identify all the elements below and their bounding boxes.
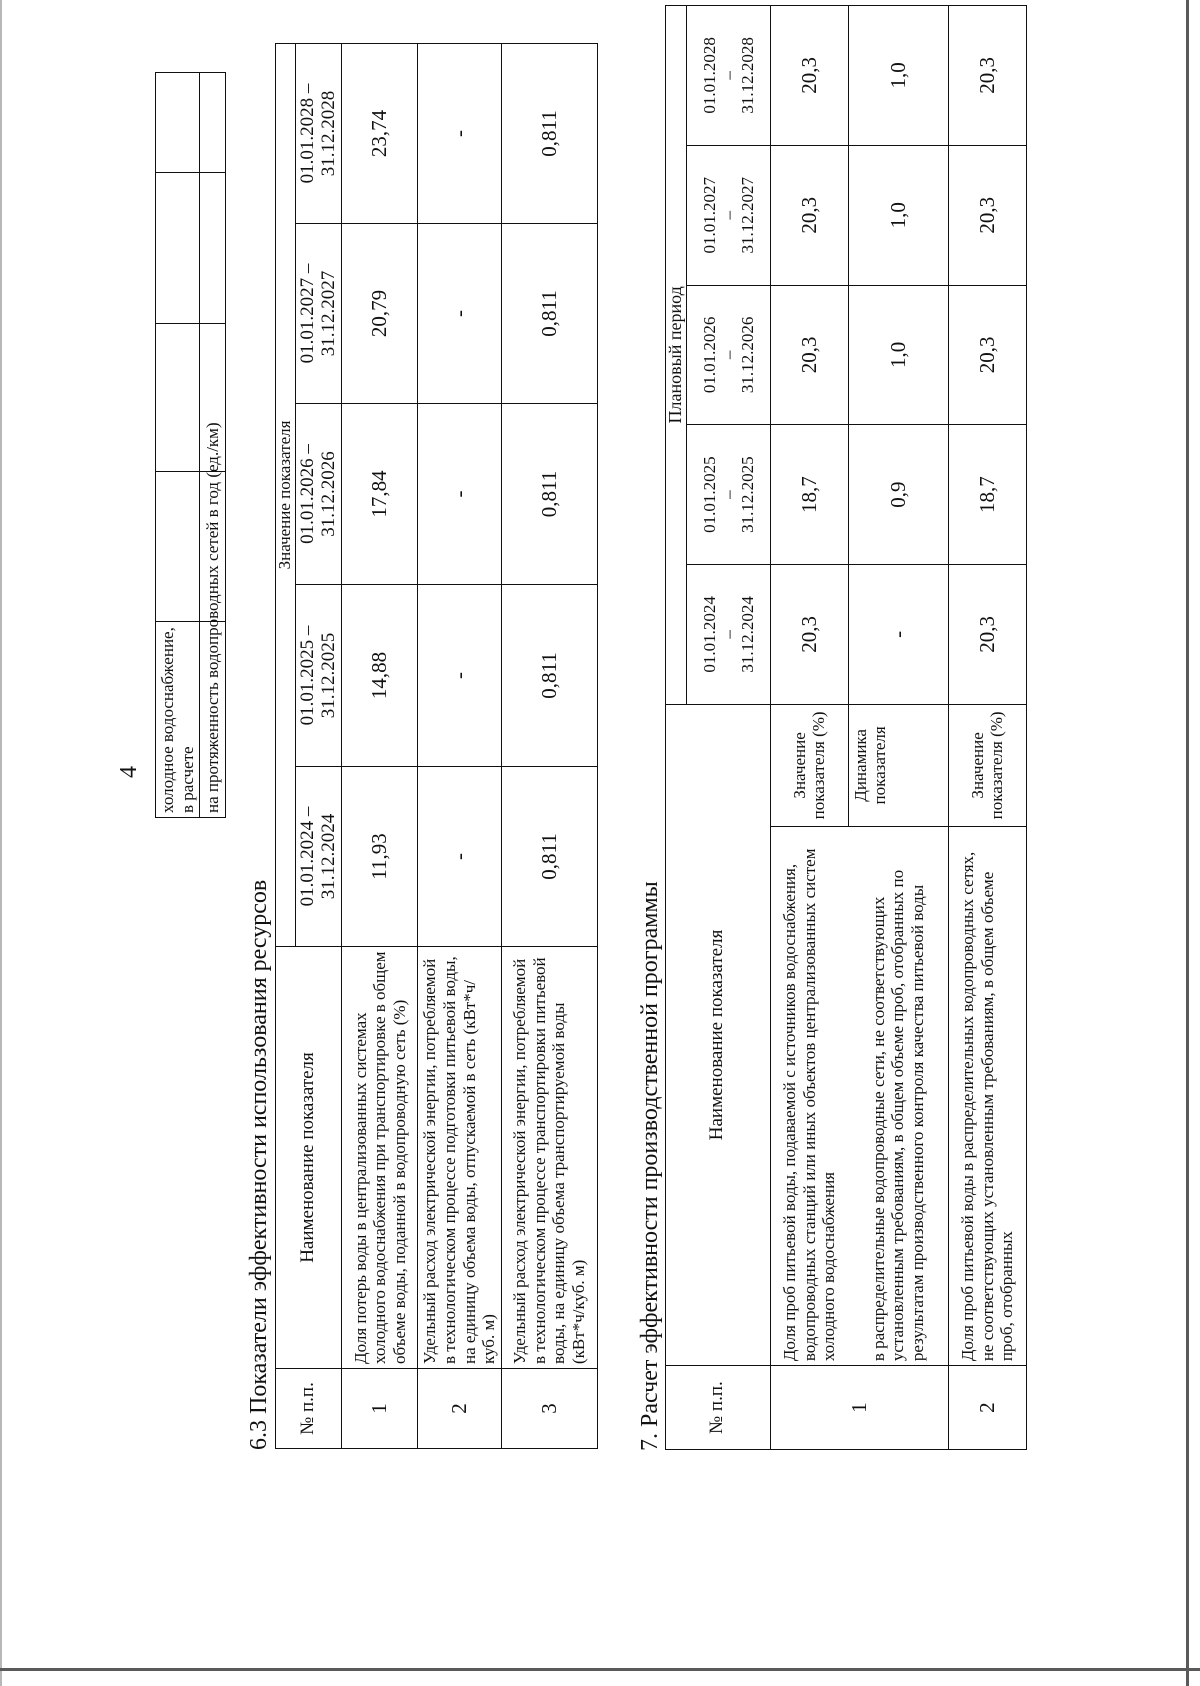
indicator-value: 0,9 xyxy=(848,425,948,565)
table-row xyxy=(848,6,948,1450)
period-dash: – xyxy=(718,630,738,639)
indicator-value: 0,811 xyxy=(501,585,597,767)
period-start: 01.01.2026 xyxy=(699,316,719,394)
indicator-value: 1,0 xyxy=(848,145,948,285)
period-header xyxy=(686,425,770,565)
indicator-value: 14,88 xyxy=(342,585,418,767)
period-end: 31.12.2026 xyxy=(737,316,757,394)
indicator-name: Доля проб питьевой воды в распределительных водопроводных сетях, не соответствующих установленным требованиям, в общем объеме проб, отобранных xyxy=(948,827,1026,1366)
indicator-value: 1,0 xyxy=(848,6,948,146)
indicator-value: - xyxy=(418,585,501,767)
top-table-cell xyxy=(156,472,200,622)
indicator-value: 20,3 xyxy=(948,145,1026,285)
col-no-header: № п.п. xyxy=(666,1366,771,1450)
indicator-subheader: Значение показателя (%) xyxy=(948,704,1026,826)
row-number: 1 xyxy=(342,1369,418,1449)
indicator-value: 0,811 xyxy=(501,224,597,404)
indicator-name-part-a: Доля проб питьевой воды, подаваемой с источников водоснабжения, водопроводных станций или иных объектов централизованных систем холодного водоснабжения xyxy=(770,827,848,1366)
indicator-value: 20,3 xyxy=(948,565,1026,705)
top-table-row1-label: холодное водоснабжение, в расчете xyxy=(156,622,200,818)
indicator-name-part-b: в распределительные водопроводные сети, не соответствующих установленным требованиям, в общем объеме проб, отобранных по результатам производственного контроля качества питьевой воды xyxy=(848,827,948,1366)
indicator-value: 18,7 xyxy=(948,425,1026,565)
indicator-value: 1,0 xyxy=(848,285,948,425)
period-header: 01.01.2025 – 31.12.2025 xyxy=(295,585,342,767)
section-6-3-title: 6.3 Показатели эффективности использования ресурсов xyxy=(246,879,272,1450)
value-group-header: Значение показателя xyxy=(276,43,296,946)
indicator-value: - xyxy=(848,565,948,705)
indicator-value: 0,811 xyxy=(501,404,597,585)
row-number: 2 xyxy=(948,1366,1026,1450)
top-table-row2-label: на протяженность водопроводных сетей в год (ед./км) xyxy=(200,622,226,818)
indicator-value: - xyxy=(418,767,501,947)
top-table-cell xyxy=(200,73,226,173)
plan-period-header: Плановый период xyxy=(666,6,687,705)
period-start: 01.01.2027 xyxy=(699,176,719,254)
period-header xyxy=(686,6,770,146)
indicator-value: 20,3 xyxy=(948,285,1026,425)
indicator-value: 18,7 xyxy=(770,425,848,565)
program-efficiency-table xyxy=(665,5,1027,1450)
period-header: 01.01.2027 – 31.12.2027 xyxy=(295,224,342,404)
section-7-title: 7. Расчет эффективности производственной программы xyxy=(637,881,663,1451)
indicator-value: 0,811 xyxy=(501,43,597,223)
period-start: 01.01.2024 xyxy=(699,596,719,673)
row-number: 1 xyxy=(770,1366,948,1450)
indicator-value: 20,3 xyxy=(948,6,1026,146)
indicator-value: 11,93 xyxy=(342,767,418,947)
row-number: 3 xyxy=(501,1369,597,1449)
period-header xyxy=(686,285,770,425)
col-no-header: № п.п. xyxy=(276,1369,342,1449)
top-table xyxy=(155,72,226,818)
indicator-name: Удельный расход электрической энергии, потребляемой в технологическом процессе подготовки питьевой воды, на единицу объема воды, отпускаемой в сеть (кВт*ч/куб. м) xyxy=(418,947,501,1369)
indicator-subheader: Значение показателя (%) xyxy=(770,704,848,826)
indicator-subheader: Динамика показателя xyxy=(848,704,948,826)
table-row xyxy=(342,43,418,1448)
top-table-cell xyxy=(156,73,200,173)
col-name-header: Наименование показателя xyxy=(276,947,342,1369)
indicator-value: 20,3 xyxy=(770,565,848,705)
period-dash: – xyxy=(718,350,738,360)
period-header: 01.01.2028 – 31.12.2028 xyxy=(295,43,342,223)
indicator-value: 23,74 xyxy=(342,43,418,223)
period-header xyxy=(686,145,770,285)
indicator-value: 20,79 xyxy=(342,224,418,404)
col-name-header: Наименование показателя xyxy=(666,704,771,1365)
period-header xyxy=(686,565,770,705)
table-row xyxy=(418,43,501,1448)
period-start: 01.01.2028 xyxy=(699,37,719,114)
period-start: 01.01.2025 xyxy=(699,456,719,533)
period-end: 31.12.2025 xyxy=(737,456,757,533)
period-dash: – xyxy=(718,71,738,80)
indicator-name: Удельный расход электрической энергии, потребляемой в технологическом процессе транспортировки питьевой воды, на единицу объема транспортируемой воды (кВт*ч/куб. м) xyxy=(501,947,597,1369)
period-header: 01.01.2024 – 31.12.2024 xyxy=(295,767,342,947)
period-end: 31.12.2027 xyxy=(737,176,757,254)
period-end: 31.12.2028 xyxy=(737,37,757,114)
top-table-cell xyxy=(200,173,226,324)
table-row xyxy=(948,6,1026,1450)
indicator-value: - xyxy=(418,224,501,404)
resource-efficiency-table xyxy=(275,43,598,1449)
indicator-value: 20,3 xyxy=(770,6,848,146)
indicator-value: - xyxy=(418,404,501,585)
indicator-value: 0,811 xyxy=(501,767,597,947)
indicator-value: - xyxy=(418,43,501,223)
table-row xyxy=(501,43,597,1448)
indicator-value: 20,3 xyxy=(770,145,848,285)
period-dash: – xyxy=(718,490,738,499)
indicator-value: 17,84 xyxy=(342,404,418,585)
period-end: 31.12.2024 xyxy=(737,596,757,673)
period-dash: – xyxy=(718,210,738,220)
period-header: 01.01.2026 – 31.12.2026 xyxy=(295,404,342,585)
page-number: 4 xyxy=(116,766,142,778)
row-number: 2 xyxy=(418,1369,501,1449)
top-table-cell xyxy=(156,324,200,472)
table-row xyxy=(770,6,848,1450)
top-table-cell xyxy=(156,173,200,324)
indicator-value: 20,3 xyxy=(770,285,848,425)
indicator-name: Доля потерь воды в централизованных системах холодного водоснабжения при транспортировке в общем объеме воды, поданной в водопроводную сеть (%) xyxy=(342,947,418,1369)
